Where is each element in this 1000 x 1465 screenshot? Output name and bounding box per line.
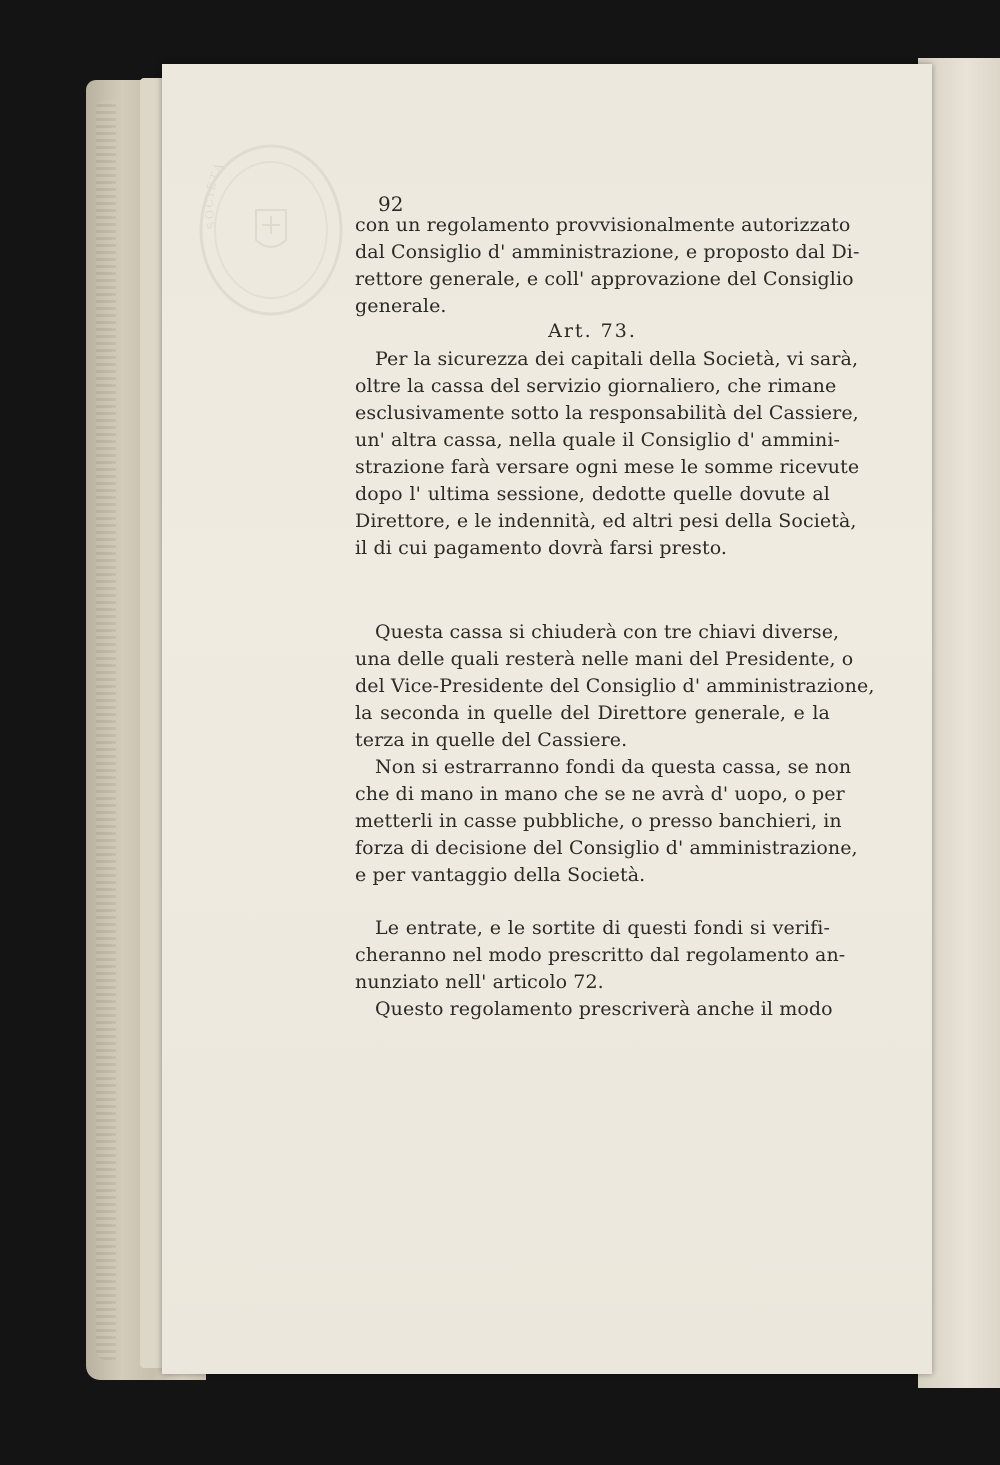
page-stack-texture — [96, 100, 116, 1360]
text-line: un' altra cassa, nella quale il Consiglio d' ammini- — [355, 429, 841, 451]
text-line: una delle quali resterà nelle mani del Presidente, o — [355, 648, 854, 670]
text-line: Per la sicurezza dei capitali della Società, vi sarà, — [375, 348, 859, 370]
embossed-seal-icon — [196, 138, 346, 318]
text-line: Non si estrarranno fondi da questa cassa, se non — [375, 756, 852, 778]
page-number: 92 — [378, 192, 404, 216]
text-line: del Vice-Presidente del Consiglio d' amministrazione, — [355, 675, 875, 697]
text-line: oltre la cassa del servizio giornaliero, che rimane — [355, 375, 837, 397]
text-line: dopo l' ultima sessione, dedotte quelle dovute al — [355, 483, 830, 505]
text-line: Questa cassa si chiuderà con tre chiavi diverse, — [375, 621, 840, 643]
text-line: che di mano in mano che se ne avrà d' uopo, o per — [355, 783, 845, 805]
text-line: Le entrate, e le sortite di questi fondi si verifi- — [375, 917, 830, 939]
text-line: la seconda in quelle del Direttore generale, e la — [355, 702, 830, 724]
seal-text: SOCIETÀ — [202, 159, 227, 231]
text-line: con un regolamento provvisionalmente autorizzato — [355, 214, 851, 236]
text-line: rettore generale, e coll' approvazione del Consiglio — [355, 268, 854, 290]
text-line: generale. — [355, 295, 447, 317]
article-heading: Art. 73. — [548, 320, 637, 342]
text-line: esclusivamente sotto la responsabilità del Cassiere, — [355, 402, 859, 424]
text-line: nunziato nell' articolo 72. — [355, 971, 604, 993]
text-line: il di cui pagamento dovrà farsi presto. — [355, 537, 728, 559]
text-line: cheranno nel modo prescritto dal regolamento an- — [355, 944, 846, 966]
text-line: forza di decisione del Consiglio d' amministrazione, — [355, 837, 858, 859]
text-line: Direttore, e le indennità, ed altri pesi della Società, — [355, 510, 857, 532]
text-line: dal Consiglio d' amministrazione, e proposto dal Di- — [355, 241, 860, 263]
text-line: Questo regolamento prescriverà anche il modo — [375, 998, 833, 1020]
text-line: strazione farà versare ogni mese le somme ricevute — [355, 456, 860, 478]
text-line: metterli in casse pubbliche, o presso banchieri, in — [355, 810, 842, 832]
text-line: e per vantaggio della Società. — [355, 864, 646, 886]
text-line: terza in quelle del Cassiere. — [355, 729, 628, 751]
